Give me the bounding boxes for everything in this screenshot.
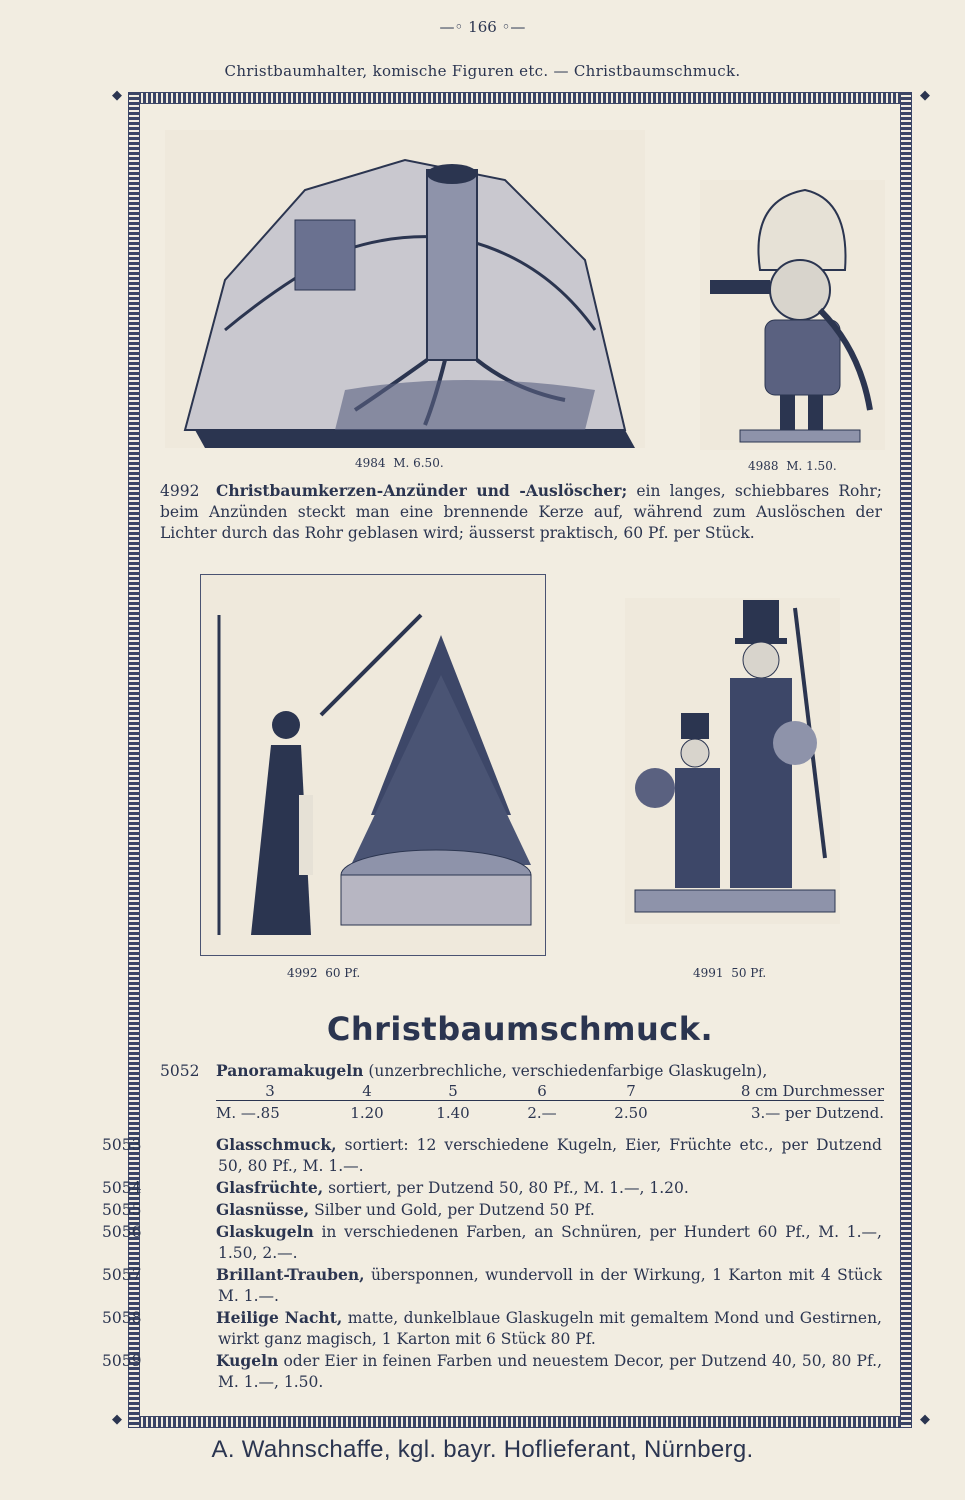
item-title: Heilige Nacht, (216, 1308, 343, 1327)
list-item (102, 1307, 882, 1350)
illustration-candle-lighter-scene (200, 574, 546, 956)
size-cell: 3 (265, 1082, 275, 1100)
item-text: sortiert, per Dutzend 50, 80 Pf., M. 1.—, 1.20. (328, 1179, 689, 1197)
page-number (0, 18, 965, 36)
bottom-frame-border (128, 1416, 910, 1428)
list-item (102, 1350, 882, 1393)
item-text: Silber und Gold, per Dutzend 50 Pf. (314, 1201, 595, 1219)
list-item (102, 1177, 882, 1199)
price-row (216, 1101, 884, 1123)
item-number: 5052 (160, 1062, 200, 1080)
item-title: Glasnüsse, (216, 1200, 310, 1219)
item-number: 5054 (102, 1179, 142, 1197)
price-cell: M. —.85 (216, 1104, 280, 1122)
item-title: Christbaumkerzen-Anzünder und -Auslöscher; (216, 481, 628, 500)
caption-number: 4992 (287, 966, 318, 980)
item-number: 5058 (102, 1309, 142, 1327)
caption-number: 4991 (693, 966, 724, 980)
size-cell: 7 (626, 1082, 636, 1100)
left-dash-ornament: —◦ (439, 18, 469, 36)
caption-price: 50 Pf. (731, 966, 767, 980)
price-cell: 2.50 (614, 1104, 648, 1122)
entries-list (102, 1134, 882, 1393)
caption-price: M. 1.50. (786, 459, 837, 473)
item-number: 5057 (102, 1266, 142, 1284)
item-title: Kugeln (216, 1351, 279, 1370)
item-text: in verschiedenen Farben, an Schnüren, per Hundert 60 Pf., M. 1.—, 1.50, 2.—. (218, 1223, 882, 1262)
list-item (102, 1199, 882, 1221)
caption-number: 4984 (355, 456, 386, 470)
page-number-text: 166 (468, 18, 497, 36)
caption-price: M. 6.50. (393, 456, 444, 470)
list-item (102, 1134, 882, 1177)
price-cell: 1.20 (350, 1104, 384, 1122)
size-cell: 6 (537, 1082, 547, 1100)
size-cell: 5 (448, 1082, 458, 1100)
corner-ornament-icon: ◆ (112, 88, 122, 103)
price-cell: 1.40 (436, 1104, 470, 1122)
running-title: Christbaumhalter, komische Figuren etc. — Christbaumschmuck. (224, 62, 741, 80)
corner-ornament-icon: ◆ (920, 88, 930, 103)
right-dash-ornament: ◦— (496, 18, 526, 36)
item-text: ein langes, schiebbares Rohr; beim Anzünden steckt man eine brennende Kerze auf, während zum Auslöschen der Lichter durch das Rohr geblasen wird; äusserst praktisch, 60 Pf. per Stück. (160, 482, 882, 542)
size-cell: 4 (362, 1082, 372, 1100)
section-heading: Christbaumschmuck. (326, 1010, 714, 1048)
item-title: Glaskugeln (216, 1222, 314, 1241)
illustration-comic-figure (700, 180, 885, 450)
item-text: sortiert: 12 verschiedene Kugeln, Eier, Früchte etc., per Dutzend 50, 80 Pf., M. 1.—. (218, 1136, 882, 1175)
item-text: (unzerbrechliche, verschiedenfarbige Glaskugeln), (368, 1062, 768, 1080)
illustration-christmas-tree-stand-landscape (165, 130, 645, 448)
size-price-table (216, 1082, 884, 1122)
item-title: Brillant-Trauben, (216, 1265, 365, 1284)
publisher-footer: A. Wahnschaffe, kgl. bayr. Hoflieferant, Nürnberg. (211, 1436, 754, 1463)
item-text: oder Eier in feinen Farben und neuestem Decor, per Dutzend 40, 50, 80 Pf., M. 1.—, 1.50. (218, 1352, 882, 1391)
size-cell: 8 cm Durchmesser (740, 1082, 884, 1100)
caption-4984 (355, 456, 444, 470)
price-cell: 3.— per Dutzend. (750, 1104, 884, 1122)
corner-ornament-icon: ◆ (112, 1412, 122, 1427)
caption-4988 (748, 459, 837, 473)
item-number: 5059 (102, 1352, 142, 1370)
item-4992-description (160, 480, 882, 544)
item-title: Panoramakugeln (216, 1061, 364, 1080)
item-number: 5056 (102, 1223, 142, 1241)
caption-number: 4988 (748, 459, 779, 473)
item-title: Glasschmuck, (216, 1135, 337, 1154)
caption-4992 (287, 966, 360, 980)
list-item (102, 1264, 882, 1307)
item-text: übersponnen, wundervoll in der Wirkung, 1 Karton mit 4 Stück M. 1.—. (218, 1266, 882, 1305)
illustration-chimney-sweep-figures (625, 598, 840, 924)
size-row (216, 1082, 884, 1101)
item-title: Glasfrüchte, (216, 1178, 324, 1197)
item-number: 4992 (160, 482, 200, 500)
caption-price: 60 Pf. (325, 966, 361, 980)
item-5052 (160, 1060, 882, 1082)
top-frame-border (128, 92, 910, 104)
right-frame-border (900, 92, 912, 1428)
caption-4991 (693, 966, 766, 980)
item-number: 5055 (102, 1201, 142, 1219)
list-item (102, 1221, 882, 1264)
item-text: matte, dunkelblaue Glaskugeln mit gemaltem Mond und Gestirnen, wirkt ganz magisch, 1 Karton mit 6 Stück 80 Pf. (218, 1309, 882, 1348)
corner-ornament-icon: ◆ (920, 1412, 930, 1427)
price-cell: 2.— (527, 1104, 557, 1122)
item-number: 5053 (102, 1136, 142, 1154)
